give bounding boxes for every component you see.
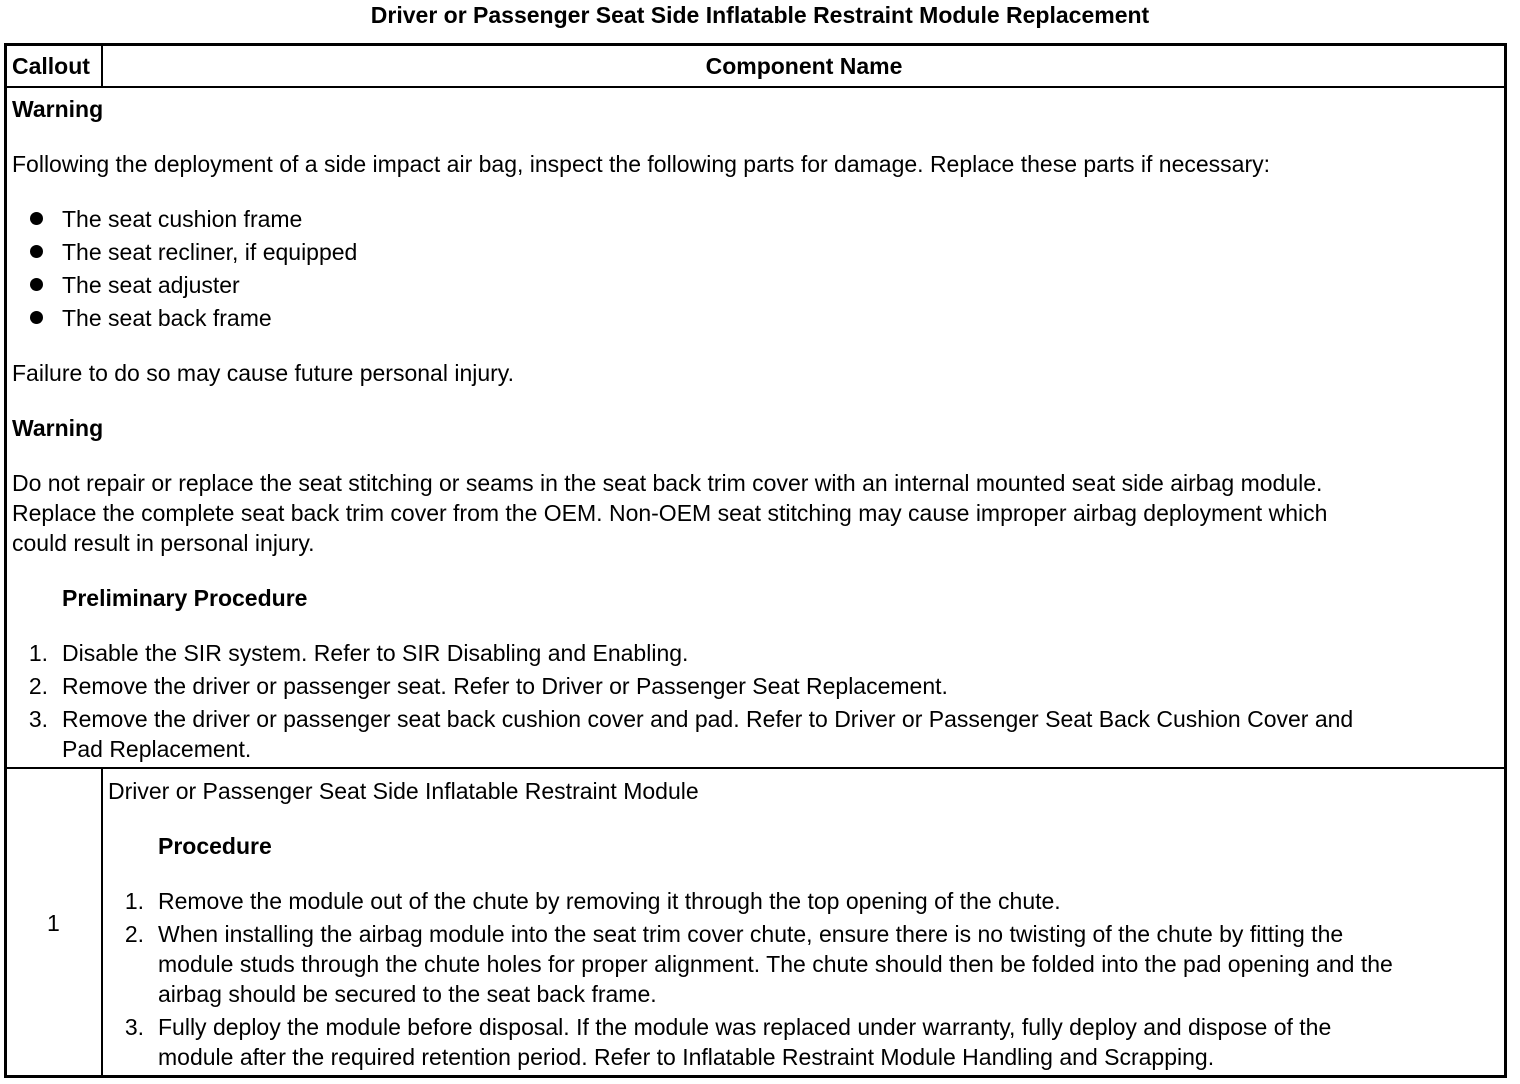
step-number: 3. [28,706,48,732]
step-text: Pad Replacement. [62,736,252,762]
warning-label: Warning [12,415,104,441]
procedure-heading: Procedure [158,833,272,859]
step-number: 2. [124,921,144,947]
step-number: 2. [28,673,48,699]
step-text: module studs through the chute holes for proper alignment. The chute should then be folded into the pad opening and the [158,951,1393,977]
step-text: Disable the SIR system. Refer to SIR Disabling and Enabling. [62,640,689,666]
warning-intro: Following the deployment of a side impact air bag, inspect the following parts for damage. Replace these parts if necessary: [12,151,1271,177]
warning-text-line: Replace the complete seat back trim cover from the OEM. Non-OEM seat stitching may cause improper airbag deployment which [12,500,1328,526]
warning-outro: Failure to do so may cause future personal injury. [12,360,514,386]
warning-text-line: could result in personal injury. [12,530,315,556]
bullet-icon [30,212,43,225]
callout-number: 1 [47,910,60,936]
step-text: Fully deploy the module before disposal. If the module was replaced under warranty, fully deploy and dispose of the [158,1014,1332,1040]
step-text: airbag should be secured to the seat back frame. [158,981,657,1007]
step-text: When installing the airbag module into the seat trim cover chute, ensure there is no twisting of the chute by fitting the [158,921,1344,947]
bullet-icon [30,278,43,291]
preliminary-procedure-heading: Preliminary Procedure [62,585,308,611]
warning-label: Warning [12,96,104,122]
row-column-divider [101,767,103,1077]
warning-list-item: The seat back frame [62,305,272,331]
step-text: module after the required retention period. Refer to Inflatable Restraint Module Handling and Scrapping. [158,1044,1215,1070]
step-text: Remove the module out of the chute by removing it through the top opening of the chute. [158,888,1061,914]
page-title: Driver or Passenger Seat Side Inflatable Restraint Module Replacement [370,2,1150,28]
step-text: Remove the driver or passenger seat back cushion cover and pad. Refer to Driver or Passenger Seat Back Cushion Cover and [62,706,1354,732]
header-column-divider [101,43,103,87]
step-text: Remove the driver or passenger seat. Refer to Driver or Passenger Seat Replacement. [62,673,948,699]
warning-list-item: The seat adjuster [62,272,240,298]
bullet-icon [30,245,43,258]
step-number: 3. [124,1014,144,1040]
row-divider [4,767,1507,769]
warning-text-line: Do not repair or replace the seat stitching or seams in the seat back trim cover with an internal mounted seat side airbag module. [12,470,1323,496]
warning-list-item: The seat recliner, if equipped [62,239,358,265]
step-number: 1. [28,640,48,666]
warning-list-item: The seat cushion frame [62,206,303,232]
bullet-icon [30,311,43,324]
header-divider [4,86,1507,88]
component-name-header: Component Name [705,53,903,79]
component-name: Driver or Passenger Seat Side Inflatable Restraint Module [108,778,699,804]
callout-header: Callout [12,53,90,79]
step-number: 1. [124,888,144,914]
